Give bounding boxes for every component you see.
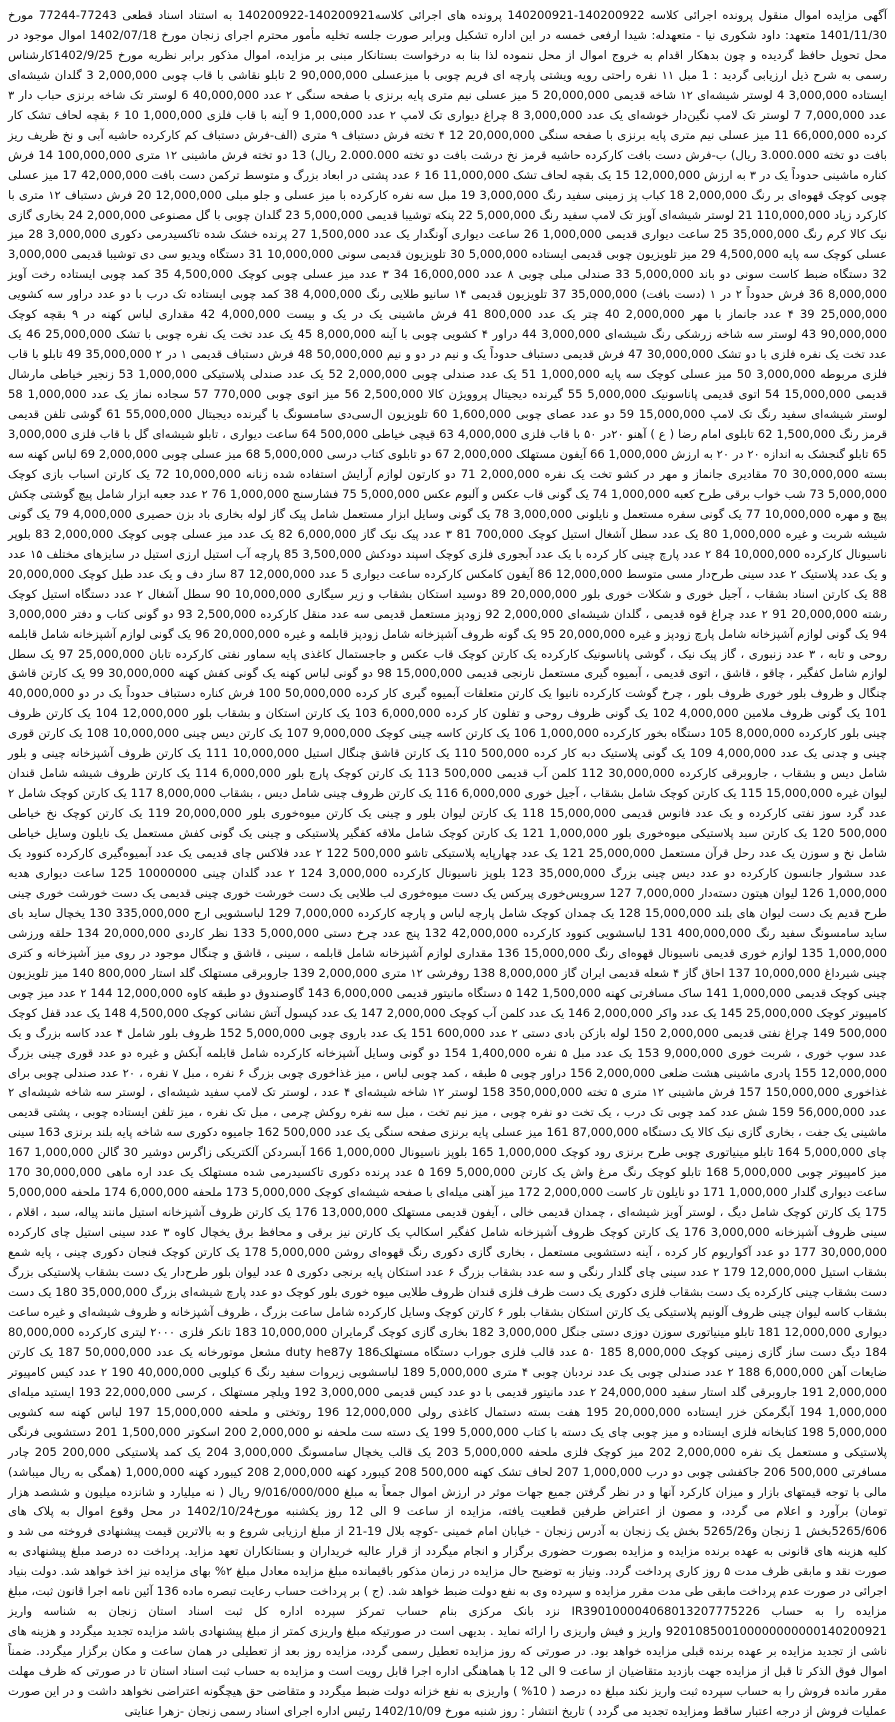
notice-body: به شرح ذیل ارزیابی گردید : 1 مبل ۱۱ نفره راحتی رویه ویشتی پارچه ای فریم چوبی با میزعسلی 90,000,000 2 تابلو نقاشی با قاب چوبی 2,000,000 3 گلدان شیشه‌ای ایستاده 3,000,000 4 لوستر شیشه‌ای ۱۲ شاخه قدیمی 20,000,000 5 میز عسلی نیم متری پایه برنزی با صفحه سنگی ۲ عدد 40,000,000 6 لوستر تک شاخه برنزی حباب دار ۳ عدد 7,000,000 7 لوستر تک لامپ نگین‌دار خوشه‌ای یک عدد 3,000,000 8 چراغ دیواری تک لامپ ۲ عدد 1,000,000 9 آینه با قاب فلزی 1,000,000 10 ۶ بقچه لحاف تشک کار کرده 66,000,000 11 میز عسلی نیم متری پایه برنزی با صفحه سنگی 20,000,000 12 ۴ تخته فرش دستباف ۹ متری (الف-فرش دستباف کم کارکرده حاشیه آبی و نخ ظریف ریز بافت دو تخته 3.000.000 ریال) ب-فرش دست بافت کارکرده حاشیه قرمز نخ درشت بافت دو تخته 2.000.000 ریال) 13 دو تخته فرش ماشینی ۱۲ متری 100,000,000 14 فرش کناره ماشینی حدوداً یک در ۳ به ارزش 12,000,000 15 یک بقچه لحاف تشک 11,000,000 16 ۶ عدد پشتی در ابعاد بزرگ و متوسط ترکمن دست بافت 42,000,000 17 میز عسلی چوبی کوچک قهوه‌ای بر رنگ 2,000,000 18 کباب پز زمینی سفید رنگ 3,000,000 19 مبل سه نفره کارکرده با میز عسلی و جلو مبلی 12,000,000 20 فرش دستباف ۱۲ متری با کارکرد زیاد 110,000,000 21 لوستر شیشه‌ای آویز تک لامپ سفید رنگ 5,000,000 22 پنکه توشیبا قدیمی 5,000,000 23 گلدان چوبی با گل مصنوعی 2,000,000 24 بخاری گازی نیک کالا کرم رنگ 35,000,000 25 ساعت دیواری قدیمی 1,000,000 26 ساعت دیواری آونگدار یک عدد 1,500,000 27 پرنده خشک شده تاکسیدرمی دکوری 3,000,000 28 میز عسلی کوچک سه پایه 4,500,000 29 میز تلویزیون چوبی قدیمی ایستاده 5,000,000 30 تلویزیون قدیمی سونی 10,000,000 31 دستگاه ویدیو سی دی توشیبا قدیمی 3,000,000 32 دستگاه ضبط کاست سونی دو باند 5,000,000 33 صندلی مبلی چوبی ۸ عدد 16,000,000 34 ۳ عدد میز عسلی چوبی کوچک 4,500,000 35 کمد چوبی ایستاده رخت آویز 8,000,000 36 فرش حدوداً ۲ در ۱ (دست بافت) 35,000,000 37 تلویزیون قدیمی ۱۴ سانیو طلایی رنگ 4,000,000 38 کمد چوبی ایستاده تک درب با دو عدد دراور سه کشویی 25,000,000 39 ۴ عدد جانماز با مهر 2,000,000 40 چتر یک عدد 800,000 41 فرش ماشینی یک در یک و بیست 4,000,000 42 مقداری لباس کهنه در ۹ بقچه کوچک 90,000,000 43 لوستر سه شاخه زرشکی رنگ شیشه‌ای 3,000,000 44 دراور ۴ کشویی چوبی با آینه 8,000,000 45 یک عدد تخت یک نفره چوبی با تشک 25,000,000 46 یک عدد تخت یک نفره فلزی با دو تشک 30,000,000 47 فرش قدیمی دستباف حدوداً یک و نیم در دو و نیم 50,000,000 48 فرش دستباف قدیمی ۱ در ۲ 35,000,000 49 تابلو با قاب فلزی مربوطه 3,000,000 50 میز عسلی کوچک سه پایه 1,000,000 51 یک عدد صندلی چوبی 2,000,000 52 یک عدد صندلی پلاستیکی 1,000,000 53 زنجیر خیاطی مارشال قدیمی 15,000,000 54 اتوی قدیمی پاناسونیک 5,000,000 55 گیرنده دیجیتال پروویژن کالا 2,500,000 56 میز اتوی چوبی 770,000 57 سجاده نماز یک عدد 1,000,000 58 لوستر شیشه‌ای سفید رنگ تک لامپ 15,000,000 59 دو عدد عصای چوبی 1,600,000 60 تلویزیون ال‌سی‌دی سامسونگ با گیرنده دیجیتال 55,000,000 61 گوشی تلفن قدیمی قرمز رنگ 1,500,000 62 تابلوی امام رضا ( ع ) آهنو ۲۰در ۵۰ با قاب فلزی 4,000,000 63 قیچی خیاطی 500,000 64 ساعت دیواری ، تابلو شیشه‌ای گل با قاب فلزی 3,000,000 65 تابلو گنجشک به اندازه ۲۰ در ۲۰ به ارزش 1,000,000 66 آیفون مستهلک 2,000,000 67 دو تابلوی کتاب درسی 5,000,000 68 میز عسلی چوبی 2,000,000 69 لباس کهنه سه بسته 30,000,000 70 مقادیری جانماز و مهر در کشو تخت یک نفره 2,000,000 71 دو کارتون لوازم آرایش استفاده شده زنانه 10,000,000 72 یک کارتن اسباب بازی کوچک 5,000,000 73 شب خواب برقی طرح کعبه 1,000,000 74 یک گونی قاب عکس و آلبوم عکس 5,000,000 75 فشارسنج 1,000,000 76 ۲ عدد جعبه ابزار شامل پیچ گوشتی چکش پیچ و مهره 10,000,000 77 یک گونی سفره مستعمل و نایلونی 3,000,000 78 یک گونی وسایل ابزار مستعمل شامل پیک گاز لوله بخاری باد بزن حصیری 4,000,000 79 یک گونی شیشه شربت و غیره 1,000,000 80 یک عدد سطل آشغال استیل کوچک 700,000 81 ۳ عدد پیک نیک گاز 6,000,000 82 یک عدد میز عسلی چوبی کوچک 2,000,000 83 بلوپر ناسیونال کارکرده 10,000,000 84 ۲ عدد پارچ چینی کار کرده با یک عدد آبجوری فلزی کوچک اسپند دودکش 3,500,000 85 پارچه آب استیل ارزی استیل در سایزهای مختلف ۱۵ عدد و یک عدد پلاستیک ۲ عدد سینی طرح‌دار مسی متوسط 12,000,000 86 آیفون کامکس کارکرده ساعت دیواری 5 عدد 12,000,000 87 ساز دف و یک عدد طبل کوچک 20,000,000 88 یک کارتن اسناد بشقاب ، آجیل خوری و شکلات خوری بلور 20,000,000 89 دوسید استکان بشقاب و زیر سیگاری 10,000,000 90 سطل آشغال ۲ عدد دستگاه استیل کوچک رشته 20,000,000 91 ۲ عدد چراغ قوه قدیمی ، گلدان شیشه‌ای 2,000,000 92 زودپز مستعمل قدیمی سه عدد منقل کارکرده 2,500,000 93 دو گونی کتاب و دفتر 3,000,000 94 یک گونی لوازم آشپزخانه شامل پارچ زودپز و غیره 20,000,000 95 یک گونه ظروف آشپزخانه شامل زودپز قابلمه و غیره 20,000,000 96 یک گونی لوازم آشپزخانه شامل قابلمه روحی و تابه ، ۳ عدد زنبوری ، گاز پیک نیک ، گوشی پاناسونیک کارکرده یک کارتن کوچک قاب عکس و جاجستمال کاغذی پایه سماور نفتی کارکرده تابان 25,000,000 97 یک سطل لوازم شامل کفگیر ، چاقو ، قاشق ، اتوی قدیمی ، آبمیوه گیری مستعمل نارنجی قدیمی 15,000,000 98 دو گونی لباس کهنه یک گونی کفش کهنه 30,000,000 99 یک کارتن قاشق چنگال و ظروف بلور خوری ظروف بلور ، چرخ گوشت کارکرده نانیوا یک کارتن متعلقات آبمیوه گیری کار کرده 50,000,000 100 فرش کناره دستباف حدوداً یک در دو 40,000,000 101 یک گونی ظروف ملامین 4,000,000 102 یک گونی ظروف روحی و تفلون کار کرده 6,000,000 103 یک کارتن استکان و بشقاب بلور 12,000,000 104 یک کارتن ظروف چینی بلور کارکرده 8,000,000 105 دستگاه بخور کارکرده 1,000,000 106 یک کارتن کاسه چینی کوچک 9,000,000 107 یک کارتن دیس چینی 10,000,000 108 یک کارتن قوری چینی و چدنی یک عدد 4,000,000 109 یک گونی پلاستیک دبه کار کرده 500,000 110 یک کارتن قاشق چنگال استیل 10,000,000 111 یک کارتن ظروف آشپزخانه چینی و بلور شامل دیس و بشقاب ، جاروبرقی کارکرده 30,000,000 112 کلمن آب قدیمی 500,000 113 یک کارتن کوچک پارچ بلور 6,000,000 114 یک کارتن ظروف شیشه شامل قندان لیوان غیره 15,000,000 115 یک کارتن کوچک شامل بشقاب ، آجیل خوری 6,000,000 116 یک کارتن ظروف چینی شامل دیس ، بشقاب 8,000,000 117 یک کارتن کوچک شامل ۲ عدد گرد سوز نفتی کارکرده و یک عدد فانوس قدیمی 15,000,000 118 یک کارتن لیوان بلور و چینی یک کارتن میوه‌خوری بلور 20,000,000 119 یک کارتن کوچک نخ خیاطی 500,000 120 یک کارتن سبد پلاستیکی میوه‌خوری بلور 1,000,000 121 یک کارتن کوچک شامل ملاقه کفگیر پلاستیکی و چینی یک گونی کفش مستعمل یک نایلون وسایل خیاطی شامل نخ و سوزن یک عدد رحل قرآن مستعمل 25,000,000 121 یک عدد چهارپایه پلاستیکی تاشو 500,000 122 ۲ عدد فلاکس چای قدیمی یک عدد آبمیوه‌گیری کارکرده کنوود یک عدد سشوار جانسون کارکرده دو عدد دیس چینی بزرگ 35,000,000 123 بلوپز ناسیونال کارکرده 3,000,000 124 ۲ عدد گلدان چینی 10000000 125 ساعت دیواری هدیه 1,000,000 126 لیوان هیتون دسته‌دار 7,000,000 127 سرویس‌خوری پیرکس یک دست میوه‌خوری لب طلایی یک دست خورشت خوری چینی قدیمی یک دست خورشت خوری چینی طرح قدیم یک دست لیوان های بلند 15,000,000 128 یک چمدان کوچک شامل پارچه لباس و پارچه کارکرده 7,000,000 129 لباسشویی ارج 335,000,000 130 یخچال ساید بای ساید سامسونگ سفید رنگ 400,000,000 131 لباسشویی کنوود کارکرده 42,000,000 132 پنج عدد چرخ دستی 5,000,000 133 نظر کاردی 20,000,000 134 حلقه ورزشی 1,000,000 135 لوازم خوری قدیمی ناسیونال قهوه‌ای رنگ 15,000,000 136 مقداری لوازم آشپزخانه شامل قابلمه ، سینی ، قاشق و چنگال موجود در روی میز آشپزخانه و کتری چینی شیرداغ 10,000,000 137 احاق گاز ۴ شعله قدیمی ایران گاز 8,000,000 138 روفرشی ۱۲ متری 2,000,000 139 جاروبرقی مستهلک گلد استار 800,000 140 میز تلویزیون چینی کوچک قدیمی 1,000,000 141 ساک مسافرتی کهنه 1,500,000 142 ۵ دستگاه مانیتور قدیمی 6,000,000 143 گاوصندوق دو طبقه کاوه 12,000,000 144 ۲ عدد میز چوبی کامپیوتر کوچک 25,000,000 145 یک عدد واکر 2,000,000 146 یک عدد کلمن آب کوچک 2,000,000 147 یک عدد کپسول آتش نشانی کوچک 4,500,000 148 یک عدد قفل کوچک 500,000 149 چراغ نفتی قدیمی 2,000,000 150 لوله بازکن بادی دستی ۲ عدد 600,000 151 یک عدد باروی چوبی 5,000,000 152 ظروف بلور شامل ۴ عدد کاسه بزرگ و یک عدد سوپ خوری ، شربت خوری 9,000,000 153 یک عدد مبل ۵ نفره 1,400,000 154 دو گونی وسایل آشپزخانه کارکرده شامل قابلمه آبکش و غیره دو عدد قوری چینی بزرگ 12,000,000 155 پادری ماشینی هشت ضلعی 2,000,000 156 دراور چوبی ۵ طبقه ، کمد چوبی لباس ، میز غذاخوری چوبی بزرگ ۶ نفره ، مبل ۷ نفره ، ۲۰ عدد صندلی چوبی برای غذاخوری 150,000,000 157 فرش ماشینی ۱۲ متری ۵ تخته 350,000,000 158 لوستر ۱۲ شاخه شیشه‌ای ۴ عدد ، لوستر تک لامپ سفید شیشه‌ای ، لوستر سه شاخه شیشه‌ای ۲ عدد 56,000,000 159 شش عدد کمد چوبی تک درب ، یک تخت دو نفره چوبی ، میز نیم تخت ، مبل سه نفره روکش چرمی ، مبل تک نفره ، میز تلفن ایستاده چوبی ، پشتی قدیمی ماشینی یک جفت ، بخاری گازی نیک کالا یک دستگاه 87,000,000 161 میز عسلی پایه برنزی صفحه سنگی یک عدد 500,000 162 جامیوه دکوری سه شاخه پایه بلند برنزی 163 سینی چای 5,000,000 164 تابلو مینیاتوری چوبی طرح برنزی رود کوچک 1,000,000 165 بلوپز ناسیونال 1,000,000 166 آبسردکن آلکتریکی زاگرس دوشیر 30 گالن 1,000,000 167 میز کامپیوتر چوبی 5,000,000 168 تابلو کوچک رنگ مرغ واش یک کارتن 5,000,000 169 ۵ عدد پرنده دکوری تاکسیدرمی شده مستهلک یک عدد اره ماهی 30,000,000 170 ساعت دیواری گلدار 1,000,000 171 دو نایلون تار کاست 2,000,000 172 میز آهنی میله‌ای با صفحه شیشه‌ای کوچک 5,000,000 173 ملحفه 6,000,000 174 ملحفه 5,000,000 175 یک کارتن کوچک شامل دیگ ، لوستر آویز شیشه‌ای ، چمدان قدیمی خالی ، آیفون قدیمی مستهلک 13,000,000 176 یک کارتن ظروف آشپزخانه استیل مانند پیاله، سبد ، اقلام ، سینی ظروف آشپزخانه 3,000,000 176 یک کارتن کوچک ظروف آشپزخانه شامل کفگیر اسکالپ یک کارتن نیز برقی و محافظ برق یخچال کاوه ۳ عدد سینی استیل چای کارکرده 30,000,000 177 دو عدد آکواریوم کار کرده ، آینه دستشویی مستعمل ، بخاری گازی دکوری رنگ قهوه‌ای روشن 5,000,000 178 یک کارتن کوچک فنجان دکوری چینی ، پایه شمع بشقاب استیل 12,000,000 179 ۲ عدد سینی چای گلدار رنگی و سه عدد بشقاب بزرگ ۶ عدد استکان پایه برنجی دکوری ۵ عدد لیوان بلور طرح‌دار یک دست بشقاب پلاستیکی بزرگ دست بشقاب چینی کارکرده یک دست بشقاب فلزی دکوری یک دست ظرف فلزی قندان ظروف طلایی میوه خوری بلور کوچک دو عدد پارچ شیشه‌ای بزرگ 35,000,000 180 یک دست بشقاب کاسه لیوان چینی ظروف آلونیم پلاستیکی یک کارتن استکان بشقاب بلور ۶ کارتن کوچک وسایل کارکرده شامل ساعت بزرگ ، ظروف آشپزخانه و ظروف شیشه‌ای و غیره ساعت دیواری 12,000,000 181 تابلو مینیاتوری سوزن دوزی دستی جنگل 3,000,000 182 بخاری گازی کوچک گرمایران 10,000,000 183 تانکر فلزی ۲۰۰۰ لیتری کارکرده 80,000,000 184 دیگ دست ساز گازی زمینی کوچک 8,000,000 185 ۵۰ عدد قالب فلزی جوراب دستگاه مستهلک186 duty he87y مشعل موتورخانه یک عدد 50,000,000 187 یک کارتن ضایعات آهن 6,000,000 188 ۲ عدد صندلی چوبی یک عدد نردبان چوبی ۴ متری 5,000,000 189 لباسشویی زیروات سفید رنگ 6 کیلویی 40,000,000 190 ۲ عدد کیس کامپیوتر 2,000,000 191 جاروبرقی گلد استار سفید 24,000,000 ۲ عدد مانیتور قدیمی با دو عدد کیس قدیمی 3,000,000 192 ویلچر مستهلک ، کرسی 22,000,000 193 ایستید میله‌ای 1,000,000 194 آبگرمکن خزر ایستاده 20,000,000 195 هفت بسته دستمال کاغذی رولی 12,000,000 196 روتختی و ملحفه 15,000,000 197 لباس کهنه سه کشویی 5,000,000 198 کتابخانه فلزی ایستاده و میز چوبی چای یک دسته با کتاب 5,000,000 199 یک دسته ست ملحفه نو 2,000,000 200 اسکوتر 1,500,000 201 دستشویی فرنگی پلاستیکی و مستعمل یک نفره 2,000,000 202 میز کوچک فلزی ملحفه 5,000,000 203 یک قالب یخچال سامسونگ 3,000,000 204 یک کمد پلاستیکی 200,000 205 چادر مسافرتی 500,000 206 جاکفشی چوبی دو درب 1,000,000 207 لحاف تشک کهنه 500,000 208 کیبورد کهنه 2,000,000 208 کیبورد کهنه 1,000,000 (همگی به ریال میباشد) مالی با توجه قیمتهای بازار و میزان کارکرد آنها و در نظر گرفتن جمیع جهات موثر در ارزش اموال جمعاً به مبلغ 9/016/000/000 ریال ( نه میلیارد و شانزده میلیون و ششصد هزار تومان) برآورد و اعلام می گردد، و مصون از اعتراض طرفین قطعیت یافته، مزایده از ساعت 9 الی 12 روز یکشنبه مورخ1402/10/24 در محل وقوع اموال به پلاک های 5265/606بخش 1 زنجان و5265/26 بخش یک زنجان به آدرس زنجان - خیابان امام خمینی -کوچه بلال 19-21 از مبلغ ارزیابی شروع و به بالاترین قیمت پیشنهادی فروخته می شد و کلیه هزینه های قانونی به عهده برنده مزایده و مزایده بصورت حضوری برگزار و انجام میگردد از قرار عالیه خریداران و بستانکاران تعهد مزاید. پرداخت ده درصد مبلغ پیشنهادی به صورت نقد و مابقی ظرف مدت ۵ روز کاری پرداخت گردد. ونیاز به توضیح حال مزایده در زمان مذکور باقیمانده مبلغ مزایده معادل مبلغ ۲% بهای مزایده نیز اخذ خواهد شد. دولت بنیاد اجرائی در صورت عدم پرداخت مابقی طی مدت مقرر مزایده و سپرده وی به نفع دولت ضبط خواهد شد. (ج ) بر پرداخت حساب رعایت تبصره ماده 136 آئین نامه اجرا قانون ثبت، مبلغ مزایده را به حساب IR390100004068013207775226 نزد بانک مرکزی بنام حساب تمرکز سپرده اداره کل ثبت اسناد استان زنجان به شناسه واریز 920108500100000000000140200921 واریز و فیش واریزی را ارائه نماید . بدیهی است در صورتیکه مبلغ واریزی کمتر از مبلغ پیشنهادی باشد مزایده تجدید میگردد و هزینه های ناشی از تجدید مزایده بر عهده برنده قبلی مزایده خواهد بود. در صورتی که روز مزایده تعطیل رسمی گردد، مزایده روز بعد از تعطیلی در همان ساعت و مکان برگزار میگردد. ضمناً اموال فوق الذکر تا قبل از مزایده جهت بازدید متقاضیان از ساعت 9 الی 12 با هماهنگی اداره اجرا قابل رویت است و مزایده به حساب ثبت اسناد استان تا در صورتی که ظرف مهلت مقرر مانده فروش را به حساب سپرده ثبت واریز نکند مبلغ ده درصد ( 10% ) واریزی به نفع خزانه دولت ضبط میگردد و متقاضی حق هیچگونه اعتراضی نخواهد داشت و در این صورت عملیات فروش از درجه اعتبار ساقط ومزایده تجدید می گردد ) تاریخ انتشار : روز شنبه مورخ 1402/10/09 رئیس اداره اجرای اسناد رسمی زنجان -زهرا عنایتی bbox=[8, 67, 888, 1719]
notice-title-line: آگهی مزایده اموال منقول پرونده اجرائی کلاسه 140200922-140200921 پرونده های اجرائی کلاسه140200921-140200922 به استناد اسناد قطعی 77243-77244 مورخ 1401/11/30 متعهد: داود شکوری نیا - متعهدله: شیدا ارفعی خمسه در این اداره تشکیل وبرابر صورت جلسه تخلیه مأمور محترم اجرای زنجان مورخ 1402/07/18 اموال موجود در محل تحویل حافظ گردیده و چون بدهکار اقدام به خروج اموال از محل ننموده لذا بنا به درخواست بستانکار مبنی بر مزایده، اموال مذکور برابر نظریه مورخ 1402/9/25کارشناس رسمی bbox=[8, 8, 888, 82]
